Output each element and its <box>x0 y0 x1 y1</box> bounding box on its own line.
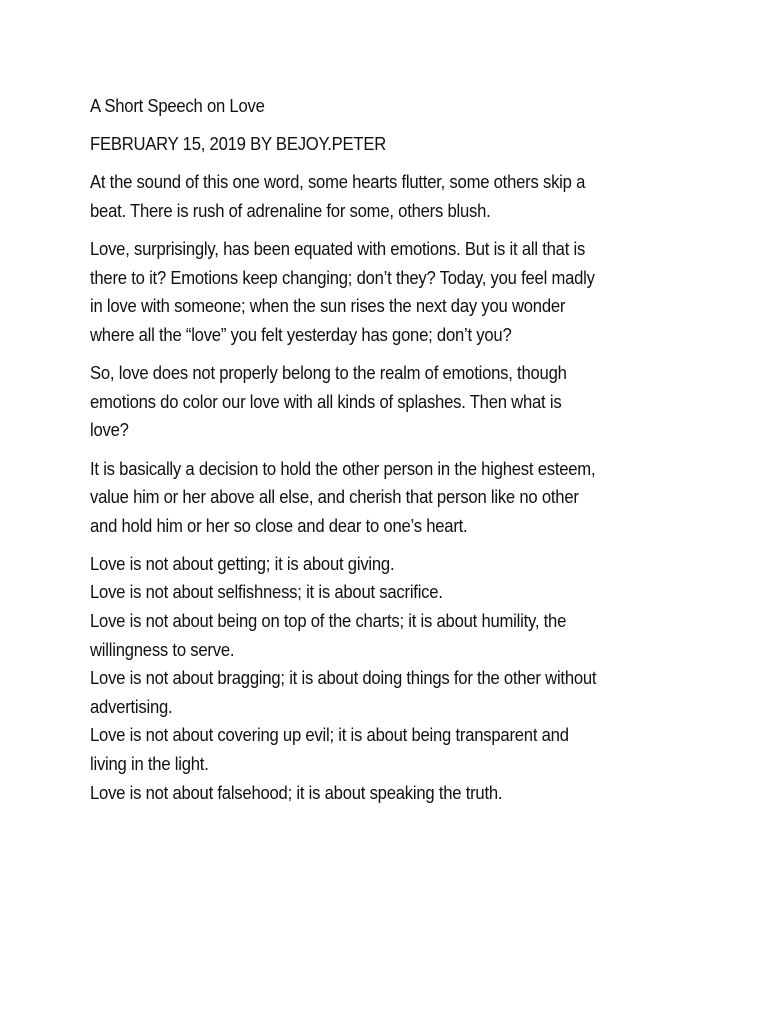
list-item: Love is not about being on top of the charts; it is about humility, the willingness to serve. <box>90 610 567 660</box>
paragraph: At the sound of this one word, some hearts flutter, some others skip a beat. There is rush of adrenaline for some, others blush. <box>90 171 586 221</box>
paragraph: It is basically a decision to hold the other person in the highest esteem, value him or her above all else, and cherish that person like no other and hold him or her so close and dear to one’s heart. <box>90 457 596 536</box>
paragraph: Love, surprisingly, has been equated with emotions. But is it all that is there to it? Emotions keep changing; don’t they? Today, you feel madly in love with someone; when the sun rises the next day you wonder where all the “love” you felt yesterday has gone; don’t you? <box>90 238 595 345</box>
list-item: Love is not about covering up evil; it is about being transparent and living in the light. <box>90 724 569 775</box>
list-item: Love is not about bragging; it is about doing things for the other without advertising. <box>90 667 597 717</box>
paragraph: So, love does not properly belong to the realm of emotions, though emotions do color our love with all kinds of splashes. Then what is love? <box>90 362 567 441</box>
list-item: Love is not about falsehood; it is about speaking the truth. <box>90 781 503 803</box>
list-item: Love is not about selfishness; it is about sacrifice. <box>90 581 443 603</box>
article-byline: FEBRUARY 15, 2019 BY BEJOY.PETER <box>90 133 387 155</box>
list-item: Love is not about getting; it is about giving. <box>90 552 395 574</box>
love-is-not-list <box>90 550 630 807</box>
article-title: A Short Speech on Love <box>90 95 265 116</box>
article-body <box>90 92 630 807</box>
